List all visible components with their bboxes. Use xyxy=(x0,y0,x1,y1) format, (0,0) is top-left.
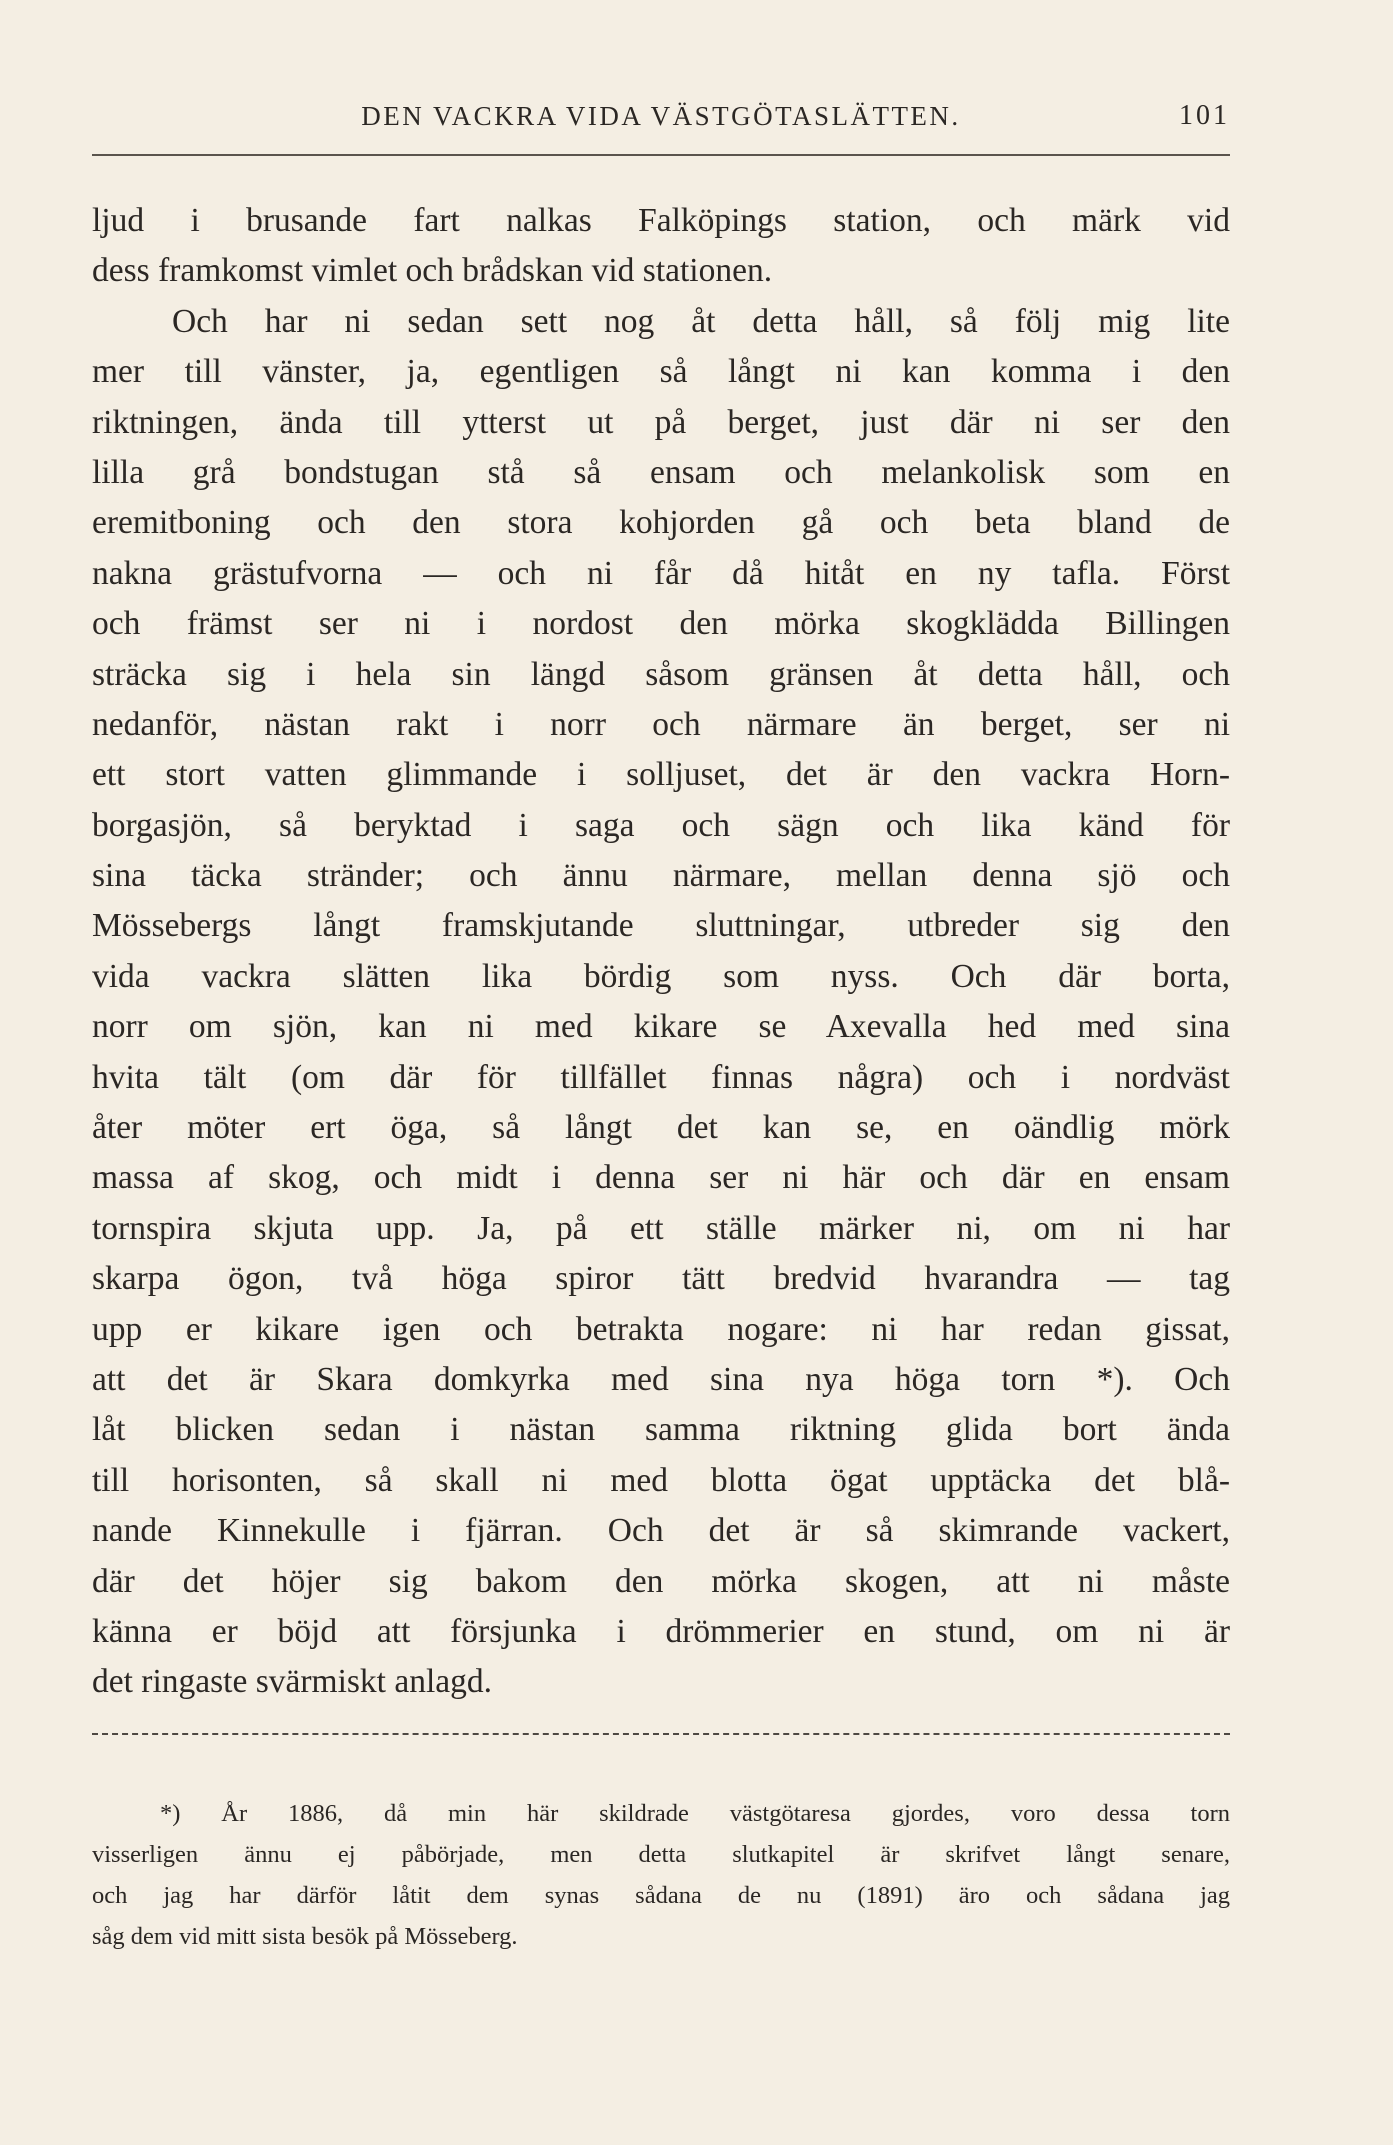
text-line: sträcka sig i hela sin längd såsom gränsen åt detta håll, och xyxy=(92,655,1230,693)
text-line: norr om sjön, kan ni med kikare se Axevalla hed med sina xyxy=(92,1008,1230,1046)
text-line: nande Kinnekulle i fjärran. Och det är så skimrande vackert, xyxy=(92,1512,1230,1550)
text-line: att det är Skara domkyrka med sina nya höga torn *). Och xyxy=(92,1360,1230,1398)
text-line: mer till vänster, ja, egentligen så långt ni kan komma i den xyxy=(92,353,1230,391)
footnote-line: och jag har därför låtit dem synas sådana de nu (1891) äro och sådana jag xyxy=(92,1882,1230,1909)
text-line: borgasjön, så beryktad i saga och sägn och lika känd för xyxy=(92,806,1230,844)
body-text xyxy=(92,196,1230,1708)
text-line: eremitboning och den stora kohjorden gå och beta bland de xyxy=(92,504,1230,542)
text-line: Och har ni sedan sett nog åt detta håll, så följ mig lite xyxy=(172,302,1230,340)
text-line: och främst ser ni i nordost den mörka skogklädda Billingen xyxy=(92,605,1230,643)
text-line: upp er kikare igen och betrakta nogare: ni har redan gissat, xyxy=(92,1310,1230,1348)
footnote-line: visserligen ännu ej påbörjade, men detta slutkapitel är skrifvet långt senare, xyxy=(92,1841,1230,1868)
text-line: riktningen, ända till ytterst ut på berget, just där ni ser den xyxy=(92,403,1230,441)
footnote-line: såg dem vid mitt sista besök på Mösseberg. xyxy=(92,1923,518,1950)
text-line: Mössebergs långt framskjutande sluttningar, utbreder sig den xyxy=(92,907,1230,945)
text-line: skarpa ögon, två höga spiror tätt bredvid hvarandra — tag xyxy=(92,1260,1230,1298)
text-line: dess framkomst vimlet och brådskan vid stationen. xyxy=(92,252,773,290)
text-line: det ringaste svärmiskt anlagd. xyxy=(92,1663,493,1701)
footnote xyxy=(92,1793,1230,1957)
footnote-line: *) År 1886, då min här skildrade västgötaresa gjordes, voro dessa torn xyxy=(160,1800,1230,1827)
dashed-separator xyxy=(92,1733,1230,1735)
header-rule xyxy=(92,154,1230,156)
text-line: tornspira skjuta upp. Ja, på ett ställe märker ni, om ni har xyxy=(92,1209,1230,1247)
text-line: nakna grästufvorna — och ni får då hitåt en ny tafla. Först xyxy=(92,554,1230,592)
text-line: ljud i brusande fart nalkas Falköpings station, och märk vid xyxy=(92,202,1230,239)
page-number: 101 xyxy=(1179,100,1230,131)
text-line: lilla grå bondstugan stå så ensam och melankolisk som en xyxy=(92,453,1230,491)
text-line: sina täcka stränder; och ännu närmare, mellan denna sjö och xyxy=(92,857,1230,895)
text-line: ett stort vatten glimmande i solljuset, det är den vackra Horn- xyxy=(92,756,1230,794)
running-title: DEN VACKRA VIDA VÄSTGÖTASLÄTTEN. xyxy=(361,101,961,131)
text-line: känna er böjd att försjunka i drömmerier en stund, om ni är xyxy=(92,1612,1230,1650)
text-line: låt blicken sedan i nästan samma riktning glida bort ända xyxy=(92,1411,1230,1449)
text-line: åter möter ert öga, så långt det kan se, en oändlig mörk xyxy=(92,1109,1230,1147)
text-line: hvita tält (om där för tillfället finnas några) och i nordväst xyxy=(92,1058,1230,1096)
text-line: till horisonten, så skall ni med blotta ögat upptäcka det blå- xyxy=(92,1461,1230,1499)
text-line: massa af skog, och midt i denna ser ni här och där en ensam xyxy=(92,1159,1230,1197)
text-line: vida vackra slätten lika bördig som nyss. Och där borta, xyxy=(92,957,1230,995)
running-head xyxy=(92,96,1230,136)
text-line: där det höjer sig bakom den mörka skogen, att ni måste xyxy=(92,1562,1230,1600)
text-line: nedanför, nästan rakt i norr och närmare än berget, ser ni xyxy=(92,705,1230,743)
